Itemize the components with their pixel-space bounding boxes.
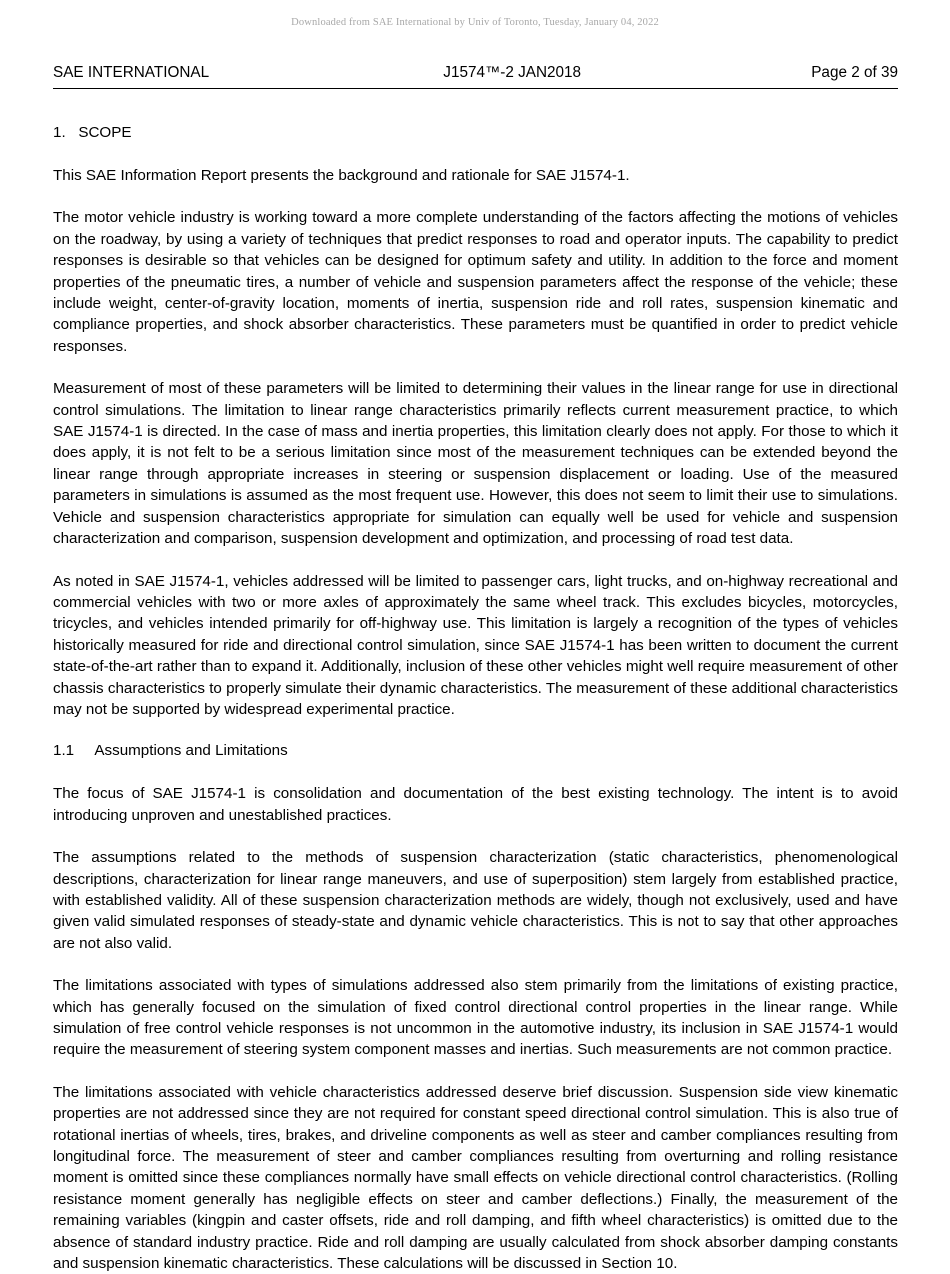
- section-heading-scope: 1. SCOPE: [53, 124, 132, 141]
- section-heading-assumptions-limitations: 1.1 Assumptions and Limitations: [53, 742, 288, 760]
- paragraph-intro: This SAE Information Report presents the background and rationale for SAE J1574-1.: [53, 167, 630, 184]
- header-page-number: Page 2 of 39: [811, 64, 898, 81]
- paragraph-vehicle-scope: As noted in SAE J1574-1, vehicles addressed will be limited to passenger cars, light trucks, and on-highway recreational and commercial vehicles with two or more axles of approximately the same wheel track. This excludes bicycles, motorcycles, tricycles, and vehicles intended primarily for off-highway use. This limitation is largely a recognition of the types of vehicles historically measured for ride and directional control simulation, since SAE J1574-1 has been written to document the current state-of-the-art rather than to expand it. Additionally, inclusion of these other vehicles might well require measurement of other chassis characteristics to properly simulate their dynamic characteristics. The measurement of these additional characteristics may not be supported by widespread experimental practice.: [53, 572, 898, 718]
- page-running-header: [53, 63, 898, 85]
- paragraph-simulation-limitations: The limitations associated with types of simulations addressed also stem primarily from the limitations of existing practice, which has generally focused on the simulation of fixed control directional control properties in the linear range. While simulation of free control vehicle responses is not uncommon in the automotive industry, its inclusion in SAE J1574-1 would require the measurement of steering system component masses and inertias. Such measurements are not common practice.: [53, 977, 898, 1059]
- paragraph-vehicle-characteristic-limitations: The limitations associated with vehicle characteristics addressed deserve brief discussion. Suspension side view kinematic properties are not addressed since they are not required for constant speed directional control simulation. This is also true of rotational inertias of wheels, tires, brakes, and driveline components as well as steer and camber compliances resulting from longitudinal force. The measurement of steer and camber compliances resulting from overturning and rolling resistance moment is omitted since these compliances normally have small effects on vehicle directional control characteristics. (Rolling resistance moment generally has negligible effects on steer and camber deflections.) Finally, the measurement of the remaining variables (kingpin and caster offsets, ride and roll damping, and fifth wheel characteristics) is omitted due to the absence of standard industry practice. Ride and roll damping are usually calculated from shock absorber damping constants and suspension kinematic characteristics. These calculations will be discussed in Section 10.: [53, 1083, 898, 1273]
- header-document-id: J1574™-2 JAN2018: [443, 64, 582, 81]
- paragraph-industry-understanding: The motor vehicle industry is working toward a more complete understanding of the factors affecting the motions of vehicles on the roadway, by using a variety of techniques that predict responses to road and operator inputs. The capability to predict responses is desirable so that vehicles can be designed for optimum safety and utility. In addition to the force and moment properties of the pneumatic tires, a number of vehicle and suspension parameters affect the response of the vehicle; these include weight, center-of-gravity location, moments of inertia, suspension ride and roll rates, suspension kinematic and compliance properties, and shock absorber characteristics. These parameters must be quantified in order to predict vehicle responses.: [53, 209, 898, 355]
- paragraph-measurement-linear-range: Measurement of most of these parameters will be limited to determining their values in the linear range for use in directional control simulations. The limitation to linear range characteristics primarily reflects current measurement practice, to which SAE J1574-1 is directed. In the case of mass and inertia properties, this limitation clearly does not apply. For those to which it does apply, it is not felt to be a serious limitation since most of the measurement techniques can be extended beyond the linear range through appropriate increases in steering or suspension displacement or loading. Use of the measured parameters in simulations is assumed as the most frequent use. However, this does not seem to limit their use to simulations. Vehicle and suspension characteristics appropriate for simulation can equally well be used for vehicle and suspension characterization and comparison, suspension development and optimization, and processing of road test data.: [53, 380, 898, 548]
- download-watermark: Downloaded from SAE International by Univ of Toronto, Tuesday, January 04, 2022: [291, 17, 659, 28]
- header-organization: SAE INTERNATIONAL: [53, 64, 210, 81]
- paragraph-assumptions: The assumptions related to the methods of suspension characterization (static characteristics, phenomenological descriptions, characterization for linear range maneuvers, and use of superposition) stem largely from established practice, with established validity. All of these suspension characterization methods are widely, though not exclusively, used and have given valid simulated responses of steady-state and dynamic vehicle characteristics. This is not to say that other approaches are not also valid.: [53, 849, 898, 952]
- document-body: [53, 123, 898, 1274]
- paragraph-focus: The focus of SAE J1574-1 is consolidation and documentation of the best existing technology. The intent is to avoid introducing unproven and unestablished practices.: [53, 785, 898, 824]
- header-divider-rule: [53, 88, 898, 89]
